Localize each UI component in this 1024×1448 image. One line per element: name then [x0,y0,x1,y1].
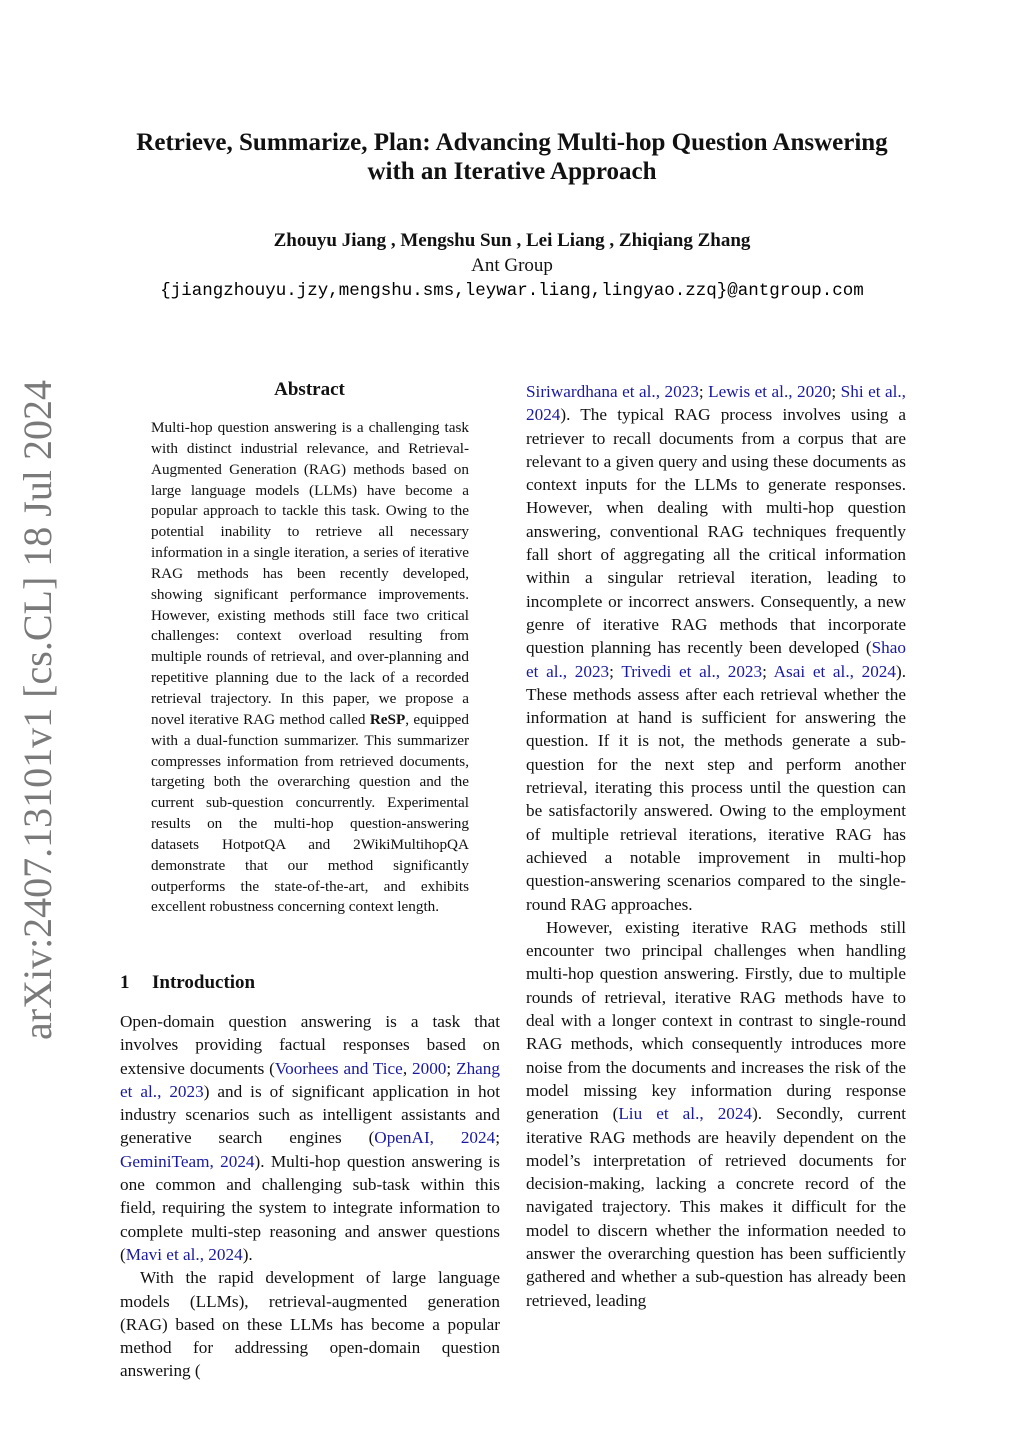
citation-link[interactable]: OpenAI, 2024 [374,1128,496,1148]
citation-link[interactable]: Shao et al., 2023 [526,638,906,681]
text: ; [495,1128,500,1148]
text: ; [831,382,841,401]
text: ) and is of significant application in hot industry scenarios such as intelligent assistants and generative search engines ( [120,1081,500,1148]
text: , [402,1058,413,1078]
citation-link[interactable]: Voorhees and Tice [274,1058,403,1078]
text: With the rapid development of large language models (LLMs), retrieval-augmented generation (RAG) based on these LLMs has become a popular method for addressing open-domain question answering ( [120,1268,500,1381]
text: ). Secondly, current iterative RAG methods are heavily dependent on the model’s interpretation of retrieved documents for decision-making, lacking a concrete record of the navigated trajectory. This makes it difficult for the model to discern whether the information needed to answer the overarching question has been sufficiently gathered and whether a sub-question has already been retrieved, leading [526,1104,906,1310]
text: However, existing iterative RAG methods still encounter two principal challenges when handling multi-hop question answering. Firstly, due to multiple rounds of retrieval, iterative RAG methods have to deal with a longer context in contrast to single-round RAG methods, which consequently introduces more noise from the documents and increases the risk of the model missing key information during response generation ( [526,917,906,1124]
text: ). These methods assess after each retrieval whether the information at hand is sufficient for answering the question. If it is not, the methods generate a sub-question for the next step and perform another retrieval, iterating this process until the question can be satisfactorily answered. Owing to the employment of multiple retrieval iterations, iterative RAG has achieved a notable improvement in multi-hop question-answering scenarios compared to the single-round RAG approaches. [526,661,907,914]
text: ). Multi-hop question answering is one common and challenging sub-task within this field, requiring the system to integrate information to complete multi-step reasoning and answer questions ( [120,1151,501,1264]
intro-paragraph-3 [526,916,906,1312]
citation-link[interactable]: GeminiTeam, 2024 [120,1151,255,1171]
text: ; [762,661,774,681]
affiliation: Ant Group [471,255,553,276]
arxiv-side-identifier: arXiv:2407.13101v1 [cs.CL] 18 Jul 2024 [15,380,60,1040]
citation-link[interactable]: 2000 [412,1058,447,1078]
intro-paragraph-2-start [120,1266,500,1382]
title-line-1: Retrieve, Summarize, Plan: Advancing Multi-hop Question Answering [136,129,888,156]
right-column [526,380,906,1312]
text: ; [698,382,709,401]
citation-link[interactable]: Trivedi et al., 2023 [621,661,763,681]
text: ). The typical RAG process involves using a retriever to recall documents from a corpus that are relevant to a given query and using these documents as context inputs for the LLMs to generate responses. However, when dealing with multi-hop question answering, conventional RAG techniques frequently fall short of aggregating all the critical information within a singular retrieval iteration, leading to incomplete or incorrect answers. Consequently, a new genre of iterative RAG methods that incorporate question planning has recently been developed ( [526,405,906,658]
citation-link[interactable]: Liu et al., 2024 [618,1104,753,1124]
left-column [120,1010,500,1383]
title-line-2: with an Iterative Approach [367,158,657,185]
intro-paragraph-2-continued [526,380,906,916]
abstract-text-1: Multi-hop question answering is a challenging task with distinct industrial relevance, and Retrieval-Augmented Generation (RAG) methods based on large language models (LLMs) have become a popular approach to tackle this task. Owing to the potential inability to retrieve all necessary information in a single iteration, a series of iterative RAG methods has been recently developed, showing significant performance improvements. However, existing methods still face two critical challenges: context overload resulting from multiple rounds of retrieval, and over-planning and repetitive planning due to the lack of a recorded retrieval trajectory. In this paper, we propose a novel iterative RAG method called [151,419,469,728]
section-heading-introduction [120,971,499,995]
text: Open-domain question answering is a task that involves providing factual responses based on extensive documents ( [120,1012,500,1078]
author-emails: {jiangzhouyu.jzy,mengshu.sms,leywar.liang,lingyao.zzq}@antgroup.com [160,281,864,301]
citation-link[interactable]: Siriwardhana et al., 2023 [526,382,699,401]
text: ; [446,1058,457,1078]
abstract-body [151,418,469,918]
abstract-heading: Abstract [274,379,345,400]
text: ). [242,1244,253,1264]
intro-paragraph-1 [120,1010,500,1266]
text: ; [609,661,622,681]
authors: Zhouyu Jiang , Mengshu Sun , Lei Liang , Zhiqiang Zhang [273,230,751,251]
abstract-text-2: , equipped with a dual-function summarizer. This summarizer compresses information from retrieved documents, targeting both the overarching question and the current sub-question concurrently. Experimental results on the multi-hop question-answering datasets HotpotQA and 2WikiMultihopQA demonstrate that our method significantly outperforms the state-of-the-art, and exhibits excellent robustness concerning context length. [151,710,470,916]
citation-link[interactable]: Zhang et al., 2023 [120,1058,500,1101]
citation-link[interactable]: Lewis et al., 2020 [708,382,832,401]
citation-link[interactable]: Shi et al., 2024 [526,382,906,425]
section-title: Introduction [152,972,256,993]
citation-link[interactable]: Asai et al., 2024 [773,661,896,681]
citation-link[interactable]: Mavi et al., 2024 [125,1244,243,1264]
method-name: ReSP [369,710,406,728]
paper-title [100,128,924,186]
section-number: 1 [120,972,130,993]
